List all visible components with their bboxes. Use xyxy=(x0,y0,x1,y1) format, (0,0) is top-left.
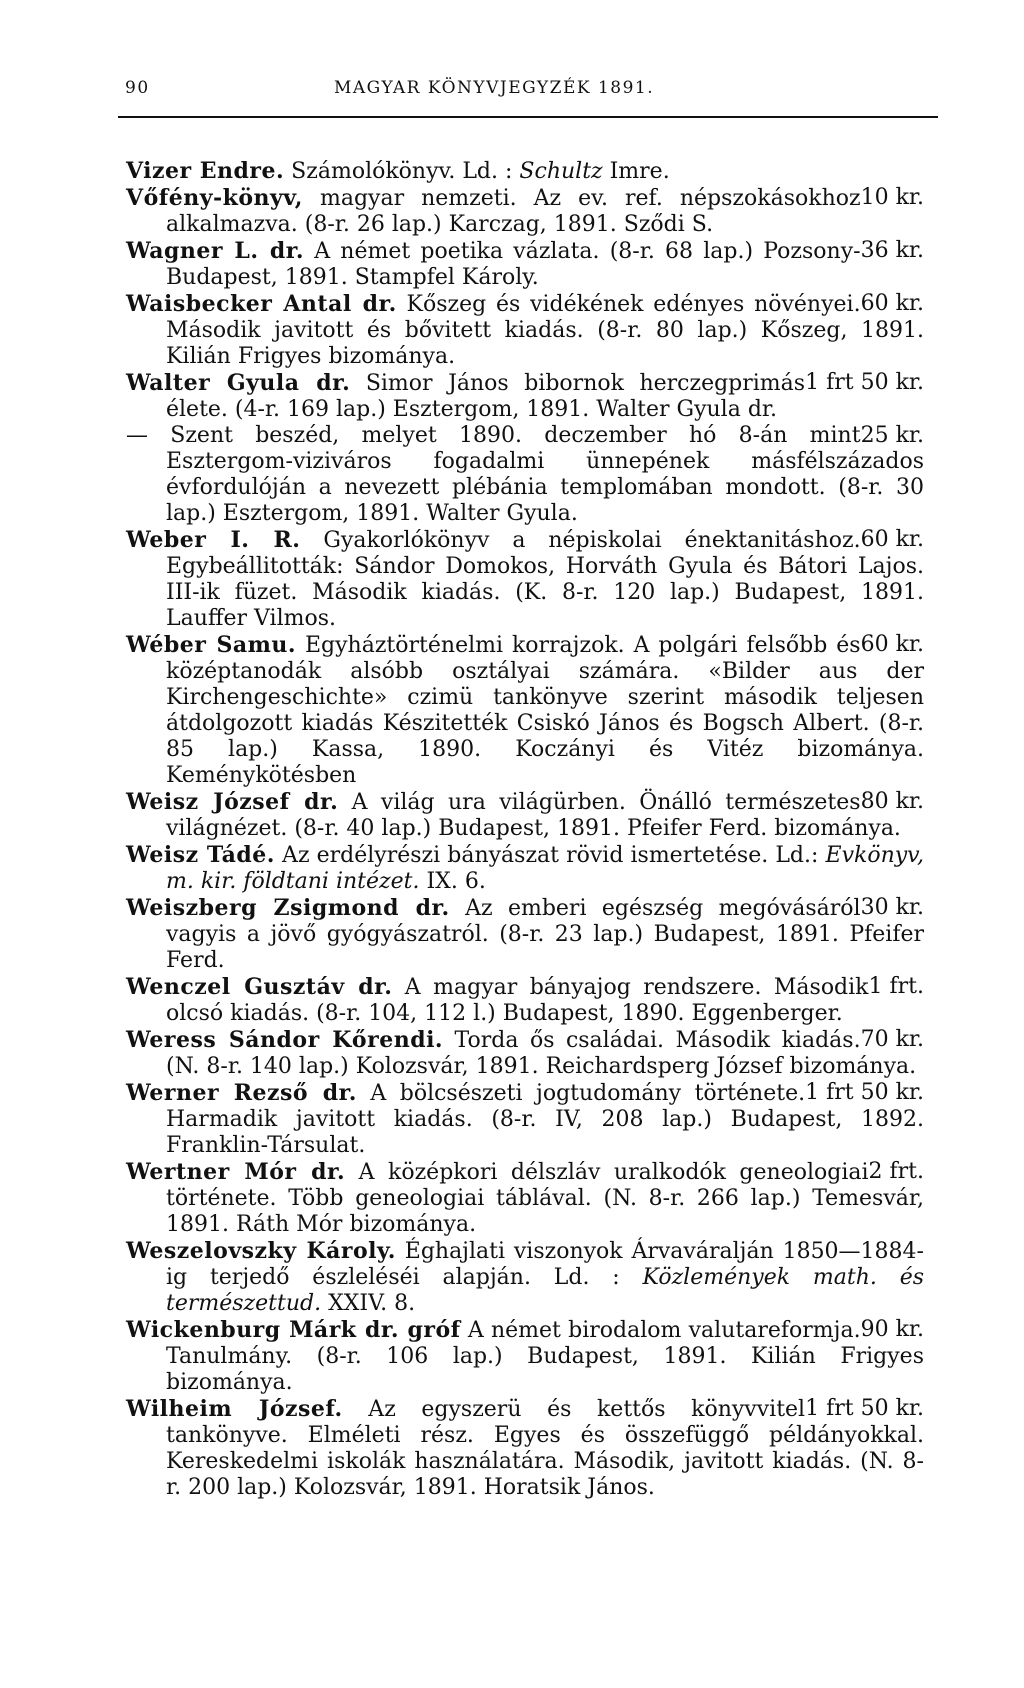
entry-price: 1 frt 50 kr. xyxy=(805,1080,924,1105)
entry-price: 30 kr. xyxy=(860,895,924,920)
entry-author: Weisz József dr. xyxy=(126,789,339,815)
entry-price: 60 kr. xyxy=(860,632,924,657)
catalogue-entry xyxy=(126,1317,924,1396)
catalogue-entry xyxy=(126,974,924,1027)
entry-author: Weszelovszky Károly. xyxy=(126,1238,396,1264)
catalogue-entry xyxy=(126,1027,924,1080)
catalogue-entry xyxy=(126,423,924,527)
entry-italic-ref: Evkönyv, m. kir. földtani intézet. xyxy=(166,843,924,894)
entry-author: Vizer Endre. xyxy=(126,158,285,184)
entry-text: — Szent beszéd, melyet 1890. deczember hó 8-án mint Esztergom-viziváros fogadalmi ünnepének másfélszázados évfordulóján a nevezett plébánia templomában mondott. (8-r. 30 lap.) Esztergom, 1891. Walter Gyula. xyxy=(126,423,924,526)
catalogue-entry xyxy=(126,527,924,632)
catalogue-entry xyxy=(126,291,924,370)
entry-price: 60 kr. xyxy=(860,291,924,316)
catalogue-entry xyxy=(126,1159,924,1238)
catalogue-entry xyxy=(126,632,924,789)
entry-author: Wickenburg Márk dr. gróf xyxy=(126,1317,461,1343)
entry-price: 36 kr. xyxy=(860,238,924,263)
entry-text: magyar nemzeti. Az ev. ref. népszokásokhoz alkalmazva. (8-r. 26 lap.) Karczag, 1891. Sződi S. xyxy=(166,186,861,237)
entry-text: Éghajlati viszonyok Árvaváralján 1850—1884-ig terjedő észleléséi alapján. Ld. : xyxy=(166,1239,924,1290)
entry-text: IX. 6. xyxy=(419,869,486,894)
entry-text: Kőszeg és vidékének edényes növényei. Második javitott és bővitett kiadás. (8-r. 80 lap.) Kőszeg, 1891. Kilián Frigyes bizománya. xyxy=(166,292,924,369)
entry-text: Az emberi egészség megóvásáról vagyis a jövő gyógyászatról. (8-r. 23 lap.) Budapest, 1891. Pfeifer Ferd. xyxy=(166,896,924,973)
header-rule xyxy=(118,116,938,118)
entry-text: Imre. xyxy=(602,159,670,184)
entry-author: Wéber Samu. xyxy=(126,632,297,658)
entry-text: A német poetika vázlata. (8-r. 68 lap.) Pozsony-Budapest, 1891. Stampfel Károly. xyxy=(166,239,861,290)
entry-author: Weress Sándor Kőrendi. xyxy=(126,1027,444,1053)
entry-text: XXIV. 8. xyxy=(321,1291,416,1316)
catalogue-entry xyxy=(126,238,924,291)
entry-author: Werner Rezső dr. xyxy=(126,1080,357,1106)
catalogue-entry xyxy=(126,1080,924,1159)
entry-price: 90 kr. xyxy=(860,1317,924,1342)
entry-text: A világ ura világürben. Önálló természetes világnézet. (8-r. 40 lap.) Budapest, 1891. Pfeifer Ferd. bizománya. xyxy=(166,790,901,841)
entry-price: 1 frt 50 kr. xyxy=(805,1396,924,1421)
entry-author: Wenczel Gusztáv dr. xyxy=(126,974,393,1000)
entry-text: Torda ős családai. Második kiadás. (N. 8-r. 140 lap.) Kolozsvár, 1891. Reichardsperg József bizománya. xyxy=(166,1028,917,1079)
catalogue-entry xyxy=(126,185,924,238)
catalogue-entry xyxy=(126,1396,924,1501)
entry-price: 70 kr. xyxy=(860,1027,924,1052)
entry-text: A bölcsészeti jogtudomány története. Harmadik javitott kiadás. (8-r. IV, 208 lap.) Budapest, 1892. Franklin-Társulat. xyxy=(166,1081,924,1158)
entry-text: A magyar bányajog rendszere. Második olcsó kiadás. (8-r. 104, 112 l.) Budapest, 1890. Eggenberger. xyxy=(166,975,869,1026)
catalogue-entry xyxy=(126,1238,924,1317)
entry-text: Simor János bibornok herczegprimás élete. (4-r. 169 lap.) Esztergom, 1891. Walter Gyula dr. xyxy=(166,371,806,422)
entry-author: Wilheim József. xyxy=(126,1396,343,1422)
entry-italic-ref: Schultz xyxy=(519,159,603,184)
catalogue-entries xyxy=(126,158,924,1501)
running-title: MAGYAR KÖNYVJEGYZÉK 1891. xyxy=(334,78,655,98)
entry-text: Egyháztörténelmi korrajzok. A polgári felsőbb és középtanodák alsóbb osztályai számára. «Bilder aus der Kirchengeschichte» czimü tankönyve szerint második teljesen átdolgozott kiadás Készitették Csiskó János és Bogsch Albert. (8-r. 85 lap.) Kassa, 1890. Koczányi és Vitéz bizománya. Keménykötésben xyxy=(166,633,924,788)
catalogue-entry xyxy=(126,895,924,974)
entry-price: 10 kr. xyxy=(860,185,924,210)
entry-text: A német birodalom valutareformja. Tanulmány. (8-r. 106 lap.) Budapest, 1891. Kilián Frigyes bizománya. xyxy=(166,1318,924,1395)
entry-text: Az erdélyrészi bányászat rövid ismertetése. Ld.: xyxy=(274,843,826,868)
entry-author: Wertner Mór dr. xyxy=(126,1159,346,1185)
entry-author: Waisbecker Antal dr. xyxy=(126,291,397,317)
catalogue-entry xyxy=(126,370,924,423)
entry-price: 2 frt. xyxy=(868,1159,924,1184)
page-number: 90 xyxy=(125,78,150,98)
page-header xyxy=(126,78,924,108)
entry-author: Weisz Tádé. xyxy=(126,842,275,868)
entry-text: Az egyszerü és kettős könyvvitel tankönyve. Elméleti rész. Egyes és összefüggő példányokkal. Kereskedelmi iskolák használatára. Második, javitott kiadás. (N. 8-r. 200 lap.) Kolozsvár, 1891. Horatsik János. xyxy=(166,1397,924,1500)
entry-author: Wagner L. dr. xyxy=(126,238,304,264)
entry-price: 80 kr. xyxy=(860,789,924,814)
entry-text: Gyakorlókönyv a népiskolai énektanitáshoz. Egybeállitották: Sándor Domokos, Horváth Gyula és Bátori Lajos. III-ik füzet. Második kiadás. (K. 8-r. 120 lap.) Budapest, 1891. Lauffer Vilmos. xyxy=(166,528,924,631)
entry-author: Weiszberg Zsigmond dr. xyxy=(126,895,450,921)
entry-price: 1 frt 50 kr. xyxy=(805,370,924,395)
entry-author: Walter Gyula dr. xyxy=(126,370,351,396)
entry-text: Számolókönyv. Ld. : xyxy=(284,159,520,184)
catalogue-entry xyxy=(126,789,924,842)
entry-author: Weber I. R. xyxy=(126,527,301,553)
entry-price: 1 frt. xyxy=(868,974,924,999)
catalogue-entry xyxy=(126,158,924,185)
entry-text: A középkori délszláv uralkodók geneologiai története. Több geneologiai táblával. (N. 8-r. 266 lap.) Temesvár, 1891. Ráth Mór bizománya. xyxy=(166,1160,924,1237)
entry-author: Vőfény-könyv, xyxy=(126,185,303,211)
entry-price: 25 kr. xyxy=(860,423,924,448)
entry-italic-ref: Közlemények math. és természettud. xyxy=(166,1265,924,1316)
entry-price: 60 kr. xyxy=(860,527,924,552)
catalogue-entry xyxy=(126,842,924,895)
